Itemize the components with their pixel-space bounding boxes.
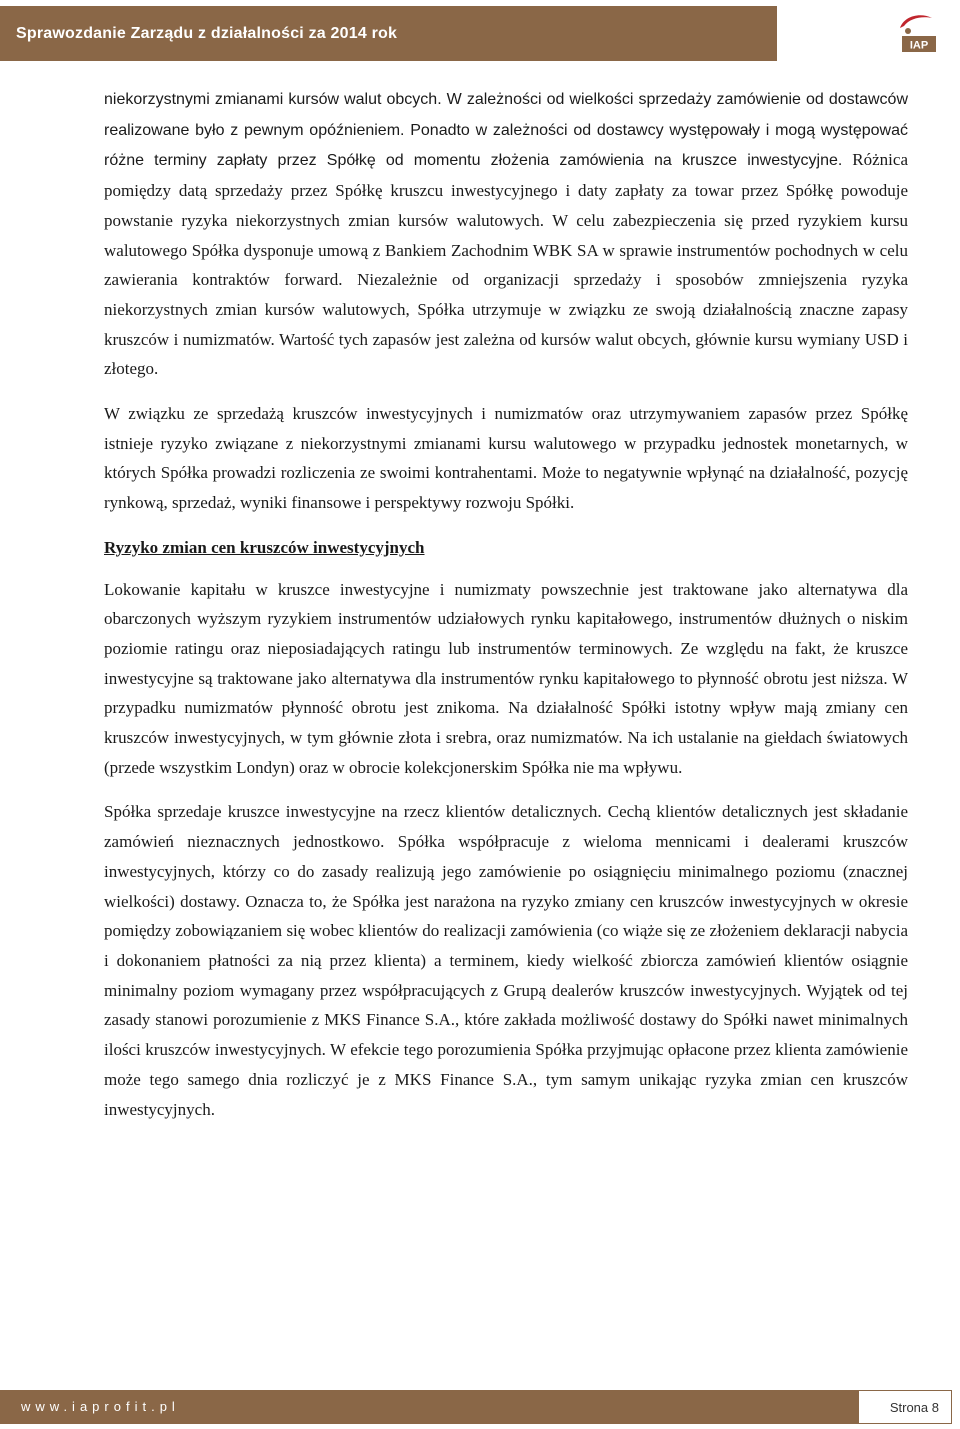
page-number: Strona 8 xyxy=(889,1400,939,1415)
iap-logo-icon xyxy=(894,8,942,56)
header-bar xyxy=(0,6,777,61)
paragraph-currency-exposure: W związku ze sprzedażą kruszców inwestycyjnych i numizmatów oraz utrzymywaniem zapasów przez Spółkę istnieje ryzyko związane z niekorzystnymi zmianami kursu walutowego w przypadku jednostek monetarnych, w których Spółka prowadzi rozliczenia ze swoimi kontrahentami. Może to negatywnie wpłynąć na działalność, pozycję rynkową, sprzedaż, wyniki finansowe i perspektywy rozwoju Spółki. xyxy=(104,404,908,513)
paragraph-currency-risk-lead: niekorzystnymi zmianami kursów walut obcych. W zależności od wielkości sprzedaży zamówienie od dostawców realizowane było z pewnym opóźnieniem. Ponadto w zależności od dostawcy występowały i mogą występować różne terminy zapłaty przez Spółkę od momentu złożenia zamówienia na kruszce inwestycyjne. xyxy=(104,91,908,170)
section-heading: Ryzyko zmian cen kruszców inwestycyjnych xyxy=(104,537,425,557)
logo-text: IAP xyxy=(909,39,929,52)
document-body xyxy=(104,84,908,1139)
paragraph-currency-risk xyxy=(104,84,908,384)
paragraph-retail-orders: Spółka sprzedaje kruszce inwestycyjne na rzecz klientów detalicznych. Cechą klientów detalicznych jest składanie zamówień nieznacznych jednostkowo. Spółka współpracuje z wieloma mennicami i dealerami kruszców inwestycyjnych, którzy co do zasady realizują jego zamówienie po osiągnięciu minimalnego poziomu (znacznej wielkości) dostawy. Oznacza to, że Spółka jest narażona na ryzyko zmiany cen kruszców inwestycyjnych w okresie pomiędzy zobowiązaniem się wobec klientów do realizacji zamówienia (co wiąże się ze złożeniem deklaracji nabycia i dokonaniem płatności za nią przez klienta) a terminem, kiedy wielkość zbiorcza zamówień klientów osiągnie minimalny poziom wymagany przez współpracujących z Grupą dealerów kruszców inwestycyjnych. Wyjątek od tej zasady stanowi porozumienie z MKS Finance S.A., które zakłada możliwość dostawy do Spółki nawet minimalnych ilości kruszców inwestycyjnych. W efekcie tego porozumienia Spółka przyjmując opłacone przez klienta zamówienie może tego samego dnia rozliczyć je z MKS Finance S.A., tym samym unikając ryzyka zmian cen kruszców inwestycyjnych. xyxy=(104,802,908,1119)
footer-bar xyxy=(0,1390,952,1424)
footer-url: www.iaprofit.pl xyxy=(1,1391,859,1423)
document-title: Sprawozdanie Zarządu z działalności za 2014 rok xyxy=(16,25,398,42)
paragraph-currency-risk-rest: Różnica pomiędzy datą sprzedaży przez Spółkę kruszcu inwestycyjnego i daty zapłaty za towar przez Spółkę powoduje powstanie ryzyka niekorzystnych zmian kursów walutowych. W celu zabezpieczenia się przed ryzykiem kursu walutowego Spółka dysponuje umową z Bankiem Zachodnim WBK SA w sprawie instrumentów pochodnych w celu zawierania kontraktów forward. Niezależnie od organizacji sprzedaży i sposobów zmniejszenia ryzyka niekorzystnych zmian kursów walutowych, Spółka utrzymuje w związku ze swoją działalnością znaczne zapasy kruszców i numizmatów. Wartość tych zapasów jest zależna od kursów walut obcych, głównie kursu wymiany USD i złotego. xyxy=(104,150,908,379)
paragraph-metal-price-risk: Lokowanie kapitału w kruszce inwestycyjne i numizmaty powszechnie jest traktowane jako alternatywa dla obarczonych wyższym ryzykiem instrumentów udziałowych rynku kapitałowego, instrumentów dłużnych o niskim poziomie ratingu oraz nieposiadających ratingu lub instrumentów terminowych. Ze względu na fakt, że kruszce inwestycyjne są traktowane jako alternatywa dla instrumentów rynku kapitałowego to płynność obrotu jest niższa. W przypadku numizmatów płynność obrotu jest znikoma. Na działalność Spółki istotny wpływ mają zmiany cen kruszców inwestycyjnych, w tym głównie złota i srebra, oraz numizmatów. Na ich ustalanie na giełdach światowych (przede wszystkim Londyn) oraz w obrocie kolekcjonerskim Spółka nie ma wpływu. xyxy=(104,579,908,777)
